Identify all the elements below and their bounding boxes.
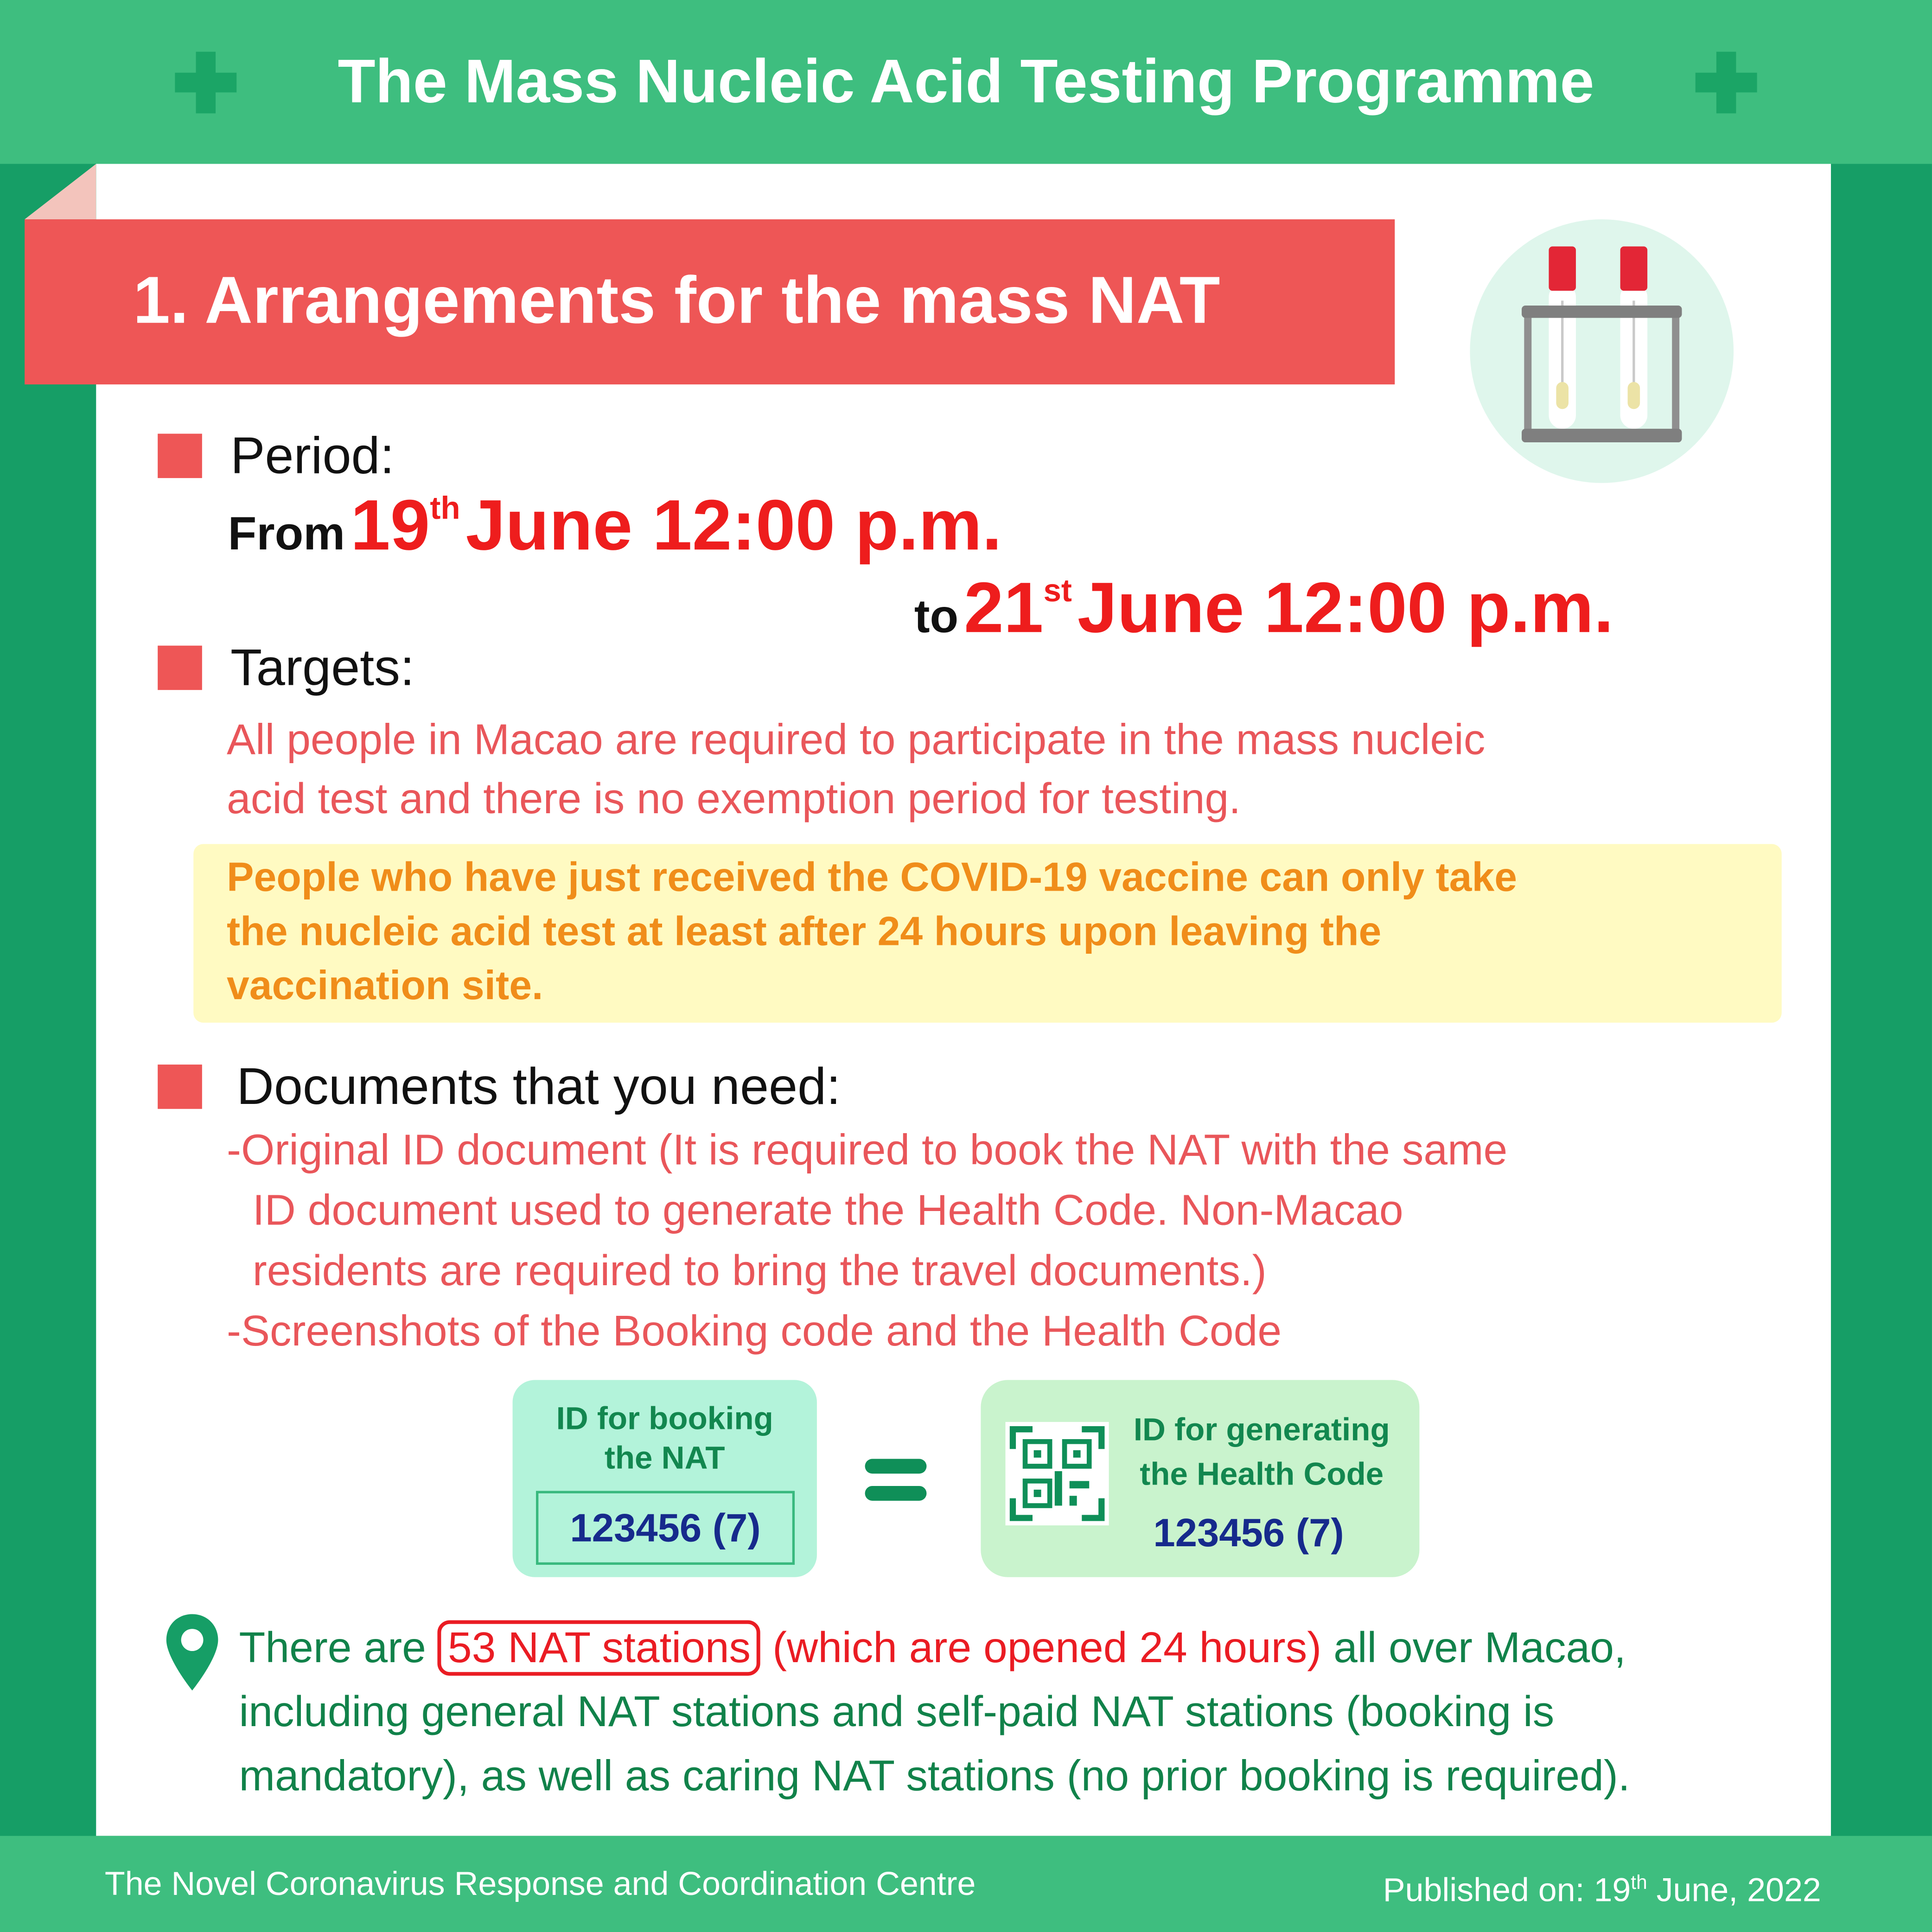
page-title: The Mass Nucleic Acid Testing Programme bbox=[338, 46, 1594, 116]
targets-line-1: All people in Macao are required to participate in the mass nucleic bbox=[226, 716, 1486, 764]
stations-line-1: There are 53 NAT stations (which are opened 24 hours) all over Macao, bbox=[239, 1617, 1630, 1681]
stations-paragraph bbox=[239, 1617, 1630, 1809]
page-fold bbox=[25, 164, 96, 219]
footer-organization: The Novel Coronavirus Response and Coordination Centre bbox=[104, 1865, 976, 1903]
end-rest: June 12:00 p.m. bbox=[1077, 568, 1614, 648]
end-day-suffix: st bbox=[1043, 572, 1072, 609]
documents-line-3: residents are required to bring the travel documents.) bbox=[252, 1247, 1267, 1295]
booking-id-card bbox=[513, 1380, 817, 1577]
vaccine-notice bbox=[193, 844, 1782, 1022]
booking-id-number: 123456 (7) bbox=[570, 1505, 761, 1550]
targets-line-2: acid test and there is no exemption period for testing. bbox=[226, 775, 1241, 823]
to-word: to bbox=[914, 591, 959, 644]
documents-label: Documents that you need: bbox=[236, 1057, 841, 1116]
footer-bar bbox=[0, 1836, 1932, 1932]
stations-line-2: including general NAT stations and self-paid NAT stations (booking is bbox=[239, 1688, 1555, 1736]
booking-id-frame bbox=[536, 1491, 795, 1565]
test-tube-rack-icon bbox=[1470, 219, 1734, 483]
qr-code-icon bbox=[1006, 1422, 1109, 1525]
location-pin-icon bbox=[164, 1612, 220, 1693]
health-code-id-card bbox=[981, 1380, 1419, 1577]
period-start bbox=[228, 484, 1002, 583]
period-bullet bbox=[158, 434, 202, 478]
notice-line-1: People who have just received the COVID-19 vaccine can only take bbox=[226, 854, 1518, 899]
notice-line-2: the nucleic acid test at least after 24 hours upon leaving the bbox=[226, 908, 1382, 954]
plus-icon bbox=[1696, 52, 1757, 114]
documents-line-1: -Original ID document (It is required to book the NAT with the same bbox=[226, 1126, 1508, 1174]
targets-label: Targets: bbox=[230, 638, 414, 696]
footer-published-date: Published on: 19th June, 2022 bbox=[1383, 1871, 1821, 1909]
stations-line-3: mandatory), as well as caring NAT stations (no prior booking is required). bbox=[239, 1752, 1630, 1800]
targets-bullet bbox=[158, 646, 202, 690]
start-day: 19 bbox=[350, 485, 430, 566]
end-day: 21 bbox=[964, 568, 1044, 648]
health-code-id-number: 123456 (7) bbox=[1153, 1511, 1344, 1555]
section-title: 1. Arrangements for the mass NAT bbox=[133, 263, 1220, 338]
period-end bbox=[914, 567, 1613, 665]
start-rest: June 12:00 p.m. bbox=[465, 485, 1002, 566]
from-word: From bbox=[228, 509, 345, 561]
booking-id-title: ID for booking the NAT bbox=[556, 1399, 773, 1476]
header-bar bbox=[0, 0, 1932, 164]
start-day-suffix: th bbox=[430, 489, 460, 526]
period-label: Period: bbox=[230, 426, 395, 485]
notice-line-3: vaccination site. bbox=[226, 962, 543, 1008]
section-banner bbox=[25, 219, 1395, 384]
stations-opened: (which are opened 24 hours) bbox=[760, 1624, 1322, 1672]
health-code-title: ID for generating the Health Code bbox=[1133, 1410, 1390, 1492]
equals-sign bbox=[865, 1486, 927, 1501]
documents-line-4: -Screenshots of the Booking code and the Health Code bbox=[226, 1307, 1282, 1356]
documents-line-2: ID document used to generate the Health Code. Non-Macao bbox=[252, 1186, 1403, 1235]
equals-sign bbox=[865, 1459, 927, 1473]
documents-bullet bbox=[158, 1065, 202, 1109]
stations-count-highlight: 53 NAT stations bbox=[438, 1620, 761, 1676]
